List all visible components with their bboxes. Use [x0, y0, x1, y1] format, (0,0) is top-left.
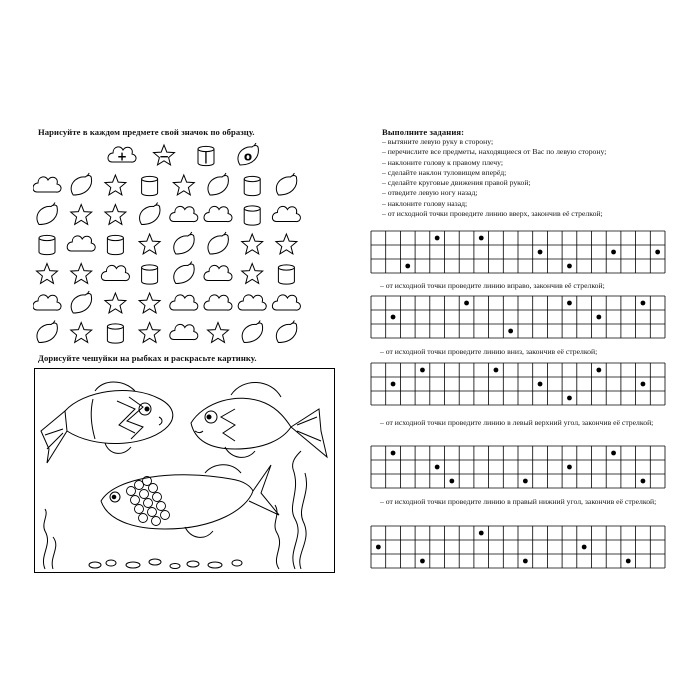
- cloud-shape: [33, 295, 61, 310]
- star-shape: [173, 175, 194, 195]
- start-dot: [523, 479, 528, 484]
- cylinder-shape: [142, 176, 158, 195]
- start-dot: [538, 382, 543, 387]
- start-dot: [538, 250, 543, 255]
- star-shape: [71, 323, 92, 343]
- start-dot: [567, 264, 572, 269]
- fish-top-right: [191, 382, 327, 457]
- cloud-shape: [170, 324, 198, 339]
- cloud-shape: [272, 206, 300, 221]
- cylinder-shape: [107, 324, 123, 343]
- star-shape: [139, 293, 160, 313]
- start-dot: [567, 396, 572, 401]
- start-dot: [626, 559, 631, 564]
- task-line-lower-right: – от исходной точки проведите линию в правый нижний угол, закончив её стрелкой;: [380, 497, 657, 506]
- task-line-right: – от исходной точки проведите линию вправо, закончив её стрелкой;: [380, 281, 605, 290]
- instruction-item: – наклоните голову назад;: [382, 198, 468, 208]
- instruction-item: – сделайте круговые движения правой рукой;: [382, 178, 531, 188]
- dot-grid-3: [370, 362, 666, 406]
- dot-grid-2: [370, 295, 666, 339]
- task2-title: Дорисуйте чешуйки на рыбках и раскрасьте картинку.: [38, 353, 257, 363]
- cloud-shape: [101, 265, 129, 280]
- start-dot: [655, 250, 660, 255]
- cloud-shape: [204, 265, 232, 280]
- star-shape: [208, 323, 229, 343]
- start-dot: [494, 368, 499, 373]
- task-line-upper-left: – от исходной точки проведите линию в левый верхний угол, закончив её стрелкой;: [380, 418, 654, 427]
- start-dot: [405, 264, 410, 269]
- star-shape: [105, 293, 126, 313]
- leaf-shape: [174, 262, 194, 284]
- cylinder-shape: [244, 206, 260, 225]
- start-dot: [582, 545, 587, 550]
- leaf-shape: [276, 173, 296, 195]
- star-shape: [276, 234, 297, 254]
- cloud-shape: [272, 295, 300, 310]
- start-dot: [641, 479, 646, 484]
- star-shape: [105, 175, 126, 195]
- star-shape: [139, 323, 160, 343]
- leaf-shape: [71, 291, 91, 313]
- start-dot: [376, 545, 381, 550]
- star-shape: [105, 205, 126, 225]
- start-dot: [596, 315, 601, 320]
- cloud-shape: [170, 295, 198, 310]
- start-dot: [508, 329, 513, 334]
- leaf-shape: [37, 321, 57, 343]
- start-dot: [391, 315, 396, 320]
- sample-mark: −: [158, 149, 170, 164]
- right-page-title: Выполните задания:: [382, 127, 465, 137]
- instruction-list: [382, 137, 606, 219]
- start-dot: [641, 301, 646, 306]
- start-dot: [611, 451, 616, 456]
- instruction-item: – отведите левую ногу назад;: [382, 188, 478, 198]
- star-shape: [71, 264, 92, 284]
- fish-bottom: [101, 465, 279, 538]
- start-dot: [391, 451, 396, 456]
- cloud-shape: [204, 295, 232, 310]
- star-shape: [71, 205, 92, 225]
- instruction-item: – сделайте наклон туловищем вперёд;: [382, 167, 507, 177]
- cloud-shape: [204, 206, 232, 221]
- sample-shapes: [102, 143, 262, 169]
- sample-mark: +: [116, 149, 128, 164]
- shapes-grid: [33, 172, 333, 347]
- start-dot: [420, 368, 425, 373]
- start-dot: [435, 236, 440, 241]
- dot-grid-1: [370, 230, 666, 274]
- star-shape: [139, 234, 160, 254]
- leaf-shape: [37, 203, 57, 225]
- instruction-item: – перечислите все предметы, находящиеся от Вас по левую сторону;: [382, 147, 607, 157]
- start-dot: [596, 368, 601, 373]
- star-shape: [242, 264, 263, 284]
- cloud-shape: [238, 295, 266, 310]
- leaf-shape: [71, 173, 91, 195]
- leaf-shape: [140, 203, 160, 225]
- start-dot: [611, 250, 616, 255]
- start-dot: [479, 236, 484, 241]
- start-dot: [567, 465, 572, 470]
- cylinder-shape: [107, 235, 123, 254]
- leaf-shape: [242, 321, 262, 343]
- start-dot: [464, 301, 469, 306]
- start-dot: [523, 559, 528, 564]
- fish-picture: [34, 368, 335, 573]
- start-dot: [567, 301, 572, 306]
- cylinder-shape: [142, 265, 158, 284]
- leaf-shape: [276, 321, 296, 343]
- sample-mark: |: [203, 149, 209, 164]
- instruction-item: – от исходной точки проведите линию вверх, закончив её стрелкой;: [382, 209, 603, 219]
- seaweed: [43, 451, 306, 569]
- cylinder-shape: [244, 176, 260, 195]
- cylinder-shape: [278, 265, 294, 284]
- star-shape: [242, 234, 263, 254]
- task1-title: Нарисуйте в каждом предмете свой значок по образцу.: [38, 127, 255, 137]
- instruction-item: – наклоните голову к правому плечу;: [382, 157, 503, 167]
- dot-grid-4: [370, 445, 666, 489]
- instruction-item: – вытяните левую руку в сторону;: [382, 137, 494, 146]
- start-dot: [449, 479, 454, 484]
- leaf-shape: [174, 232, 194, 254]
- start-dot: [420, 559, 425, 564]
- fish-top-left: [41, 382, 173, 463]
- cloud-shape: [33, 177, 61, 192]
- cloud-shape: [170, 206, 198, 221]
- start-dot: [391, 382, 396, 387]
- start-dot: [641, 382, 646, 387]
- task-line-down: – от исходной точки проведите линию вниз, закончив её стрелкой;: [380, 347, 598, 356]
- cylinder-shape: [39, 235, 55, 254]
- start-dot: [479, 531, 484, 536]
- leaf-shape: [208, 232, 228, 254]
- dot-grid-5: [370, 525, 666, 569]
- cloud-shape: [67, 236, 95, 251]
- sample-mark: o: [243, 149, 253, 164]
- leaf-shape: [208, 173, 228, 195]
- pebbles: [89, 559, 242, 569]
- star-shape: [37, 264, 58, 284]
- start-dot: [435, 465, 440, 470]
